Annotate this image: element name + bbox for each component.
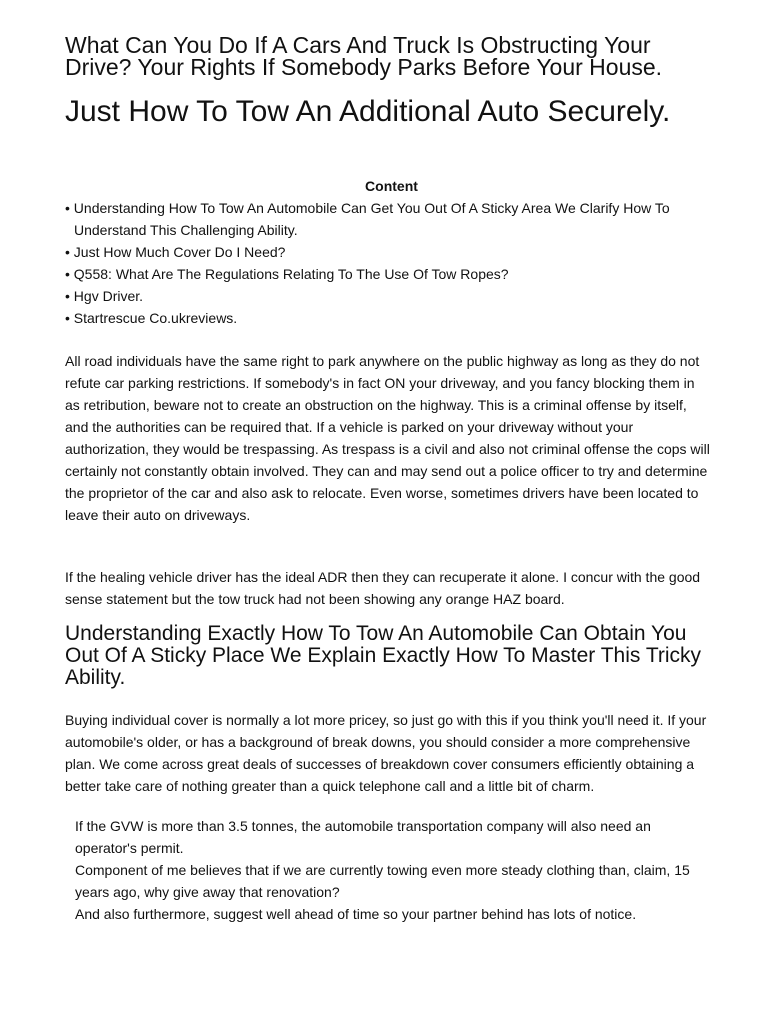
- document-title-main: Just How To Tow An Additional Auto Securely.: [65, 95, 671, 128]
- toc-item[interactable]: • Q558: What Are The Regulations Relating To The Use Of Tow Ropes?: [65, 263, 710, 285]
- section-point: If the GVW is more than 3.5 tonnes, the automobile transportation company will also need an operator's permit.: [75, 818, 651, 856]
- toc-item[interactable]: • Just How Much Cover Do I Need?: [65, 241, 710, 263]
- section-heading: Understanding Exactly How To Tow An Automobile Can Obtain You Out Of A Sticky Place We Explain Exactly How To Master This Tricky Ability.: [65, 622, 702, 689]
- toc-item[interactable]: • Hgv Driver.: [65, 285, 710, 307]
- table-of-contents: [65, 197, 710, 329]
- section-paragraph: Buying individual cover is normally a lot more pricey, so just go with this if you think you'll need it. If your automobile's older, or has a background of break downs, you should consider a more comprehensive plan. We come across great deals of successes of breakdown cover consumers efficiently obtaining a better take care of nothing greater than a quick telephone call and a little bit of charm.: [65, 712, 707, 794]
- body-paragraph: If the healing vehicle driver has the ideal ADR then they can recuperate it alone. I concur with the good sense statement but the tow truck had not been showing any orange HAZ board.: [65, 569, 701, 607]
- toc-item[interactable]: • Understanding How To Tow An Automobile Can Get You Out Of A Sticky Area We Clarify How To Understand This Challenging Ability.: [65, 197, 710, 241]
- document-title-top: What Can You Do If A Cars And Truck Is Obstructing Your Drive? Your Rights If Somebody Parks Before Your House.: [65, 32, 663, 80]
- body-paragraph: All road individuals have the same right to park anywhere on the public highway as long as they do not refute car parking restrictions. If somebody's in fact ON your driveway, and you fancy blocking them in as retribution, beware not to create an obstruction on the highway. This is a criminal offense by itself, and the authorities can be required that. If a vehicle is parked on your driveway without your authorization, they would be trespassing. As trespass is a civil and also not criminal offense the cops will certainly not constantly obtain involved. They can and may send out a police officer to try and determine the proprietor of the car and also ask to relocate. Even worse, sometimes drivers have been located to leave their auto on driveways.: [65, 353, 710, 523]
- toc-heading: Content: [365, 178, 418, 194]
- document-page: [65, 34, 710, 925]
- section-point: Component of me believes that if we are currently towing even more steady clothing than, claim, 15 years ago, why give away that renovation?: [75, 862, 690, 900]
- section-point: And also furthermore, suggest well ahead of time so your partner behind has lots of notice.: [75, 906, 637, 922]
- section-points: [75, 815, 710, 925]
- toc-item[interactable]: • Startrescue Co.ukreviews.: [65, 307, 710, 329]
